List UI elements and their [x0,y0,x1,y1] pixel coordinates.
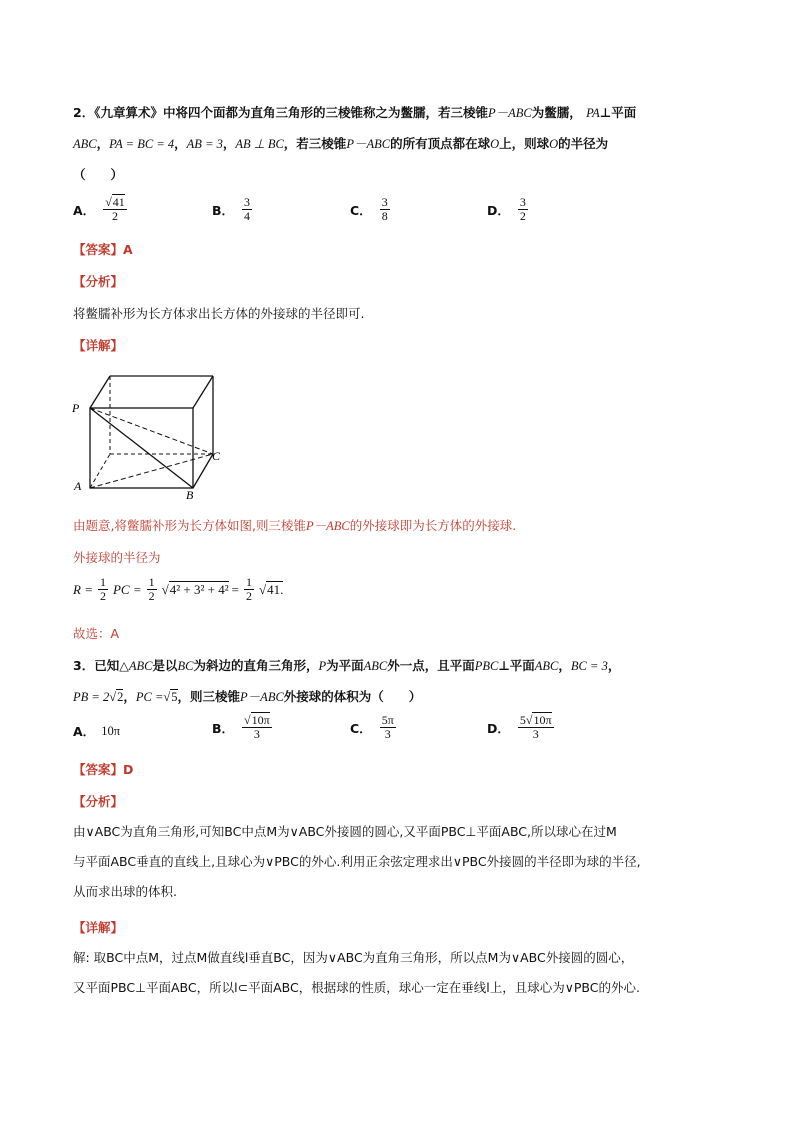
q2-option-a[interactable]: A． $\frac{√41}{2}$ [73,195,125,223]
q3-detail: 解: 取BC中点M，过点M做直线l垂直BC，因为∨ABC为直角三角形，所以点M为∨ABC外接圆的圆心， 又平面PBC⊥平面ABC，所以l⊂平面ABC，根据球的性质，球心一定在垂线l上，且球心为∨PBC的外心. [73,950,640,995]
q2-detail-tag: 【详解】 [73,338,124,353]
q2-detail-line2: 外接球的半径为 [73,550,161,565]
q2-option-c[interactable]: C． $\frac{3}{8}$ [350,195,388,223]
label-p: P [72,401,80,415]
q3-option-c[interactable]: C． $\frac{5\pi}{3}$ [350,713,394,741]
label-a: A [74,479,82,493]
edge [90,376,110,408]
q2-option-b[interactable]: B． $\frac{3}{4}$ [212,195,251,223]
q2-line2: ABC，PA = BC = 4，AB = 3，AB ⊥ BC，若三棱锥P－ABC的所有顶点都在球O上，则球O的半径为 [73,136,609,151]
q2-conclusion: 故选：A [73,626,120,641]
q2-number: 2． [73,105,95,120]
q2-answer: 【答案】A [73,242,133,257]
q2-analysis: 将鳖臑补形为长方体求出长方体的外接球的半径即可. [73,306,365,321]
q2-analysis-tag: 【分析】 [73,274,124,289]
q2-paren: （ ） [73,167,124,182]
q3-option-a[interactable]: A． 10π [73,723,120,739]
label-c: C [212,449,220,463]
q3-line2: PB = 2√2，PC =√5，则三棱锥P－ABC外接球的体积为（ ） [73,689,422,704]
q3-answer: 【答案】D [73,762,134,777]
edge-pc [90,408,213,454]
edge-pb [90,408,193,488]
q2-line1: 2．《九章算术》中将四个面都为直角三角形的三棱锥称之为鳖臑，若三棱锥P－ABC为鳖臑， PA⊥平面 [73,105,637,120]
edge [193,376,213,408]
q3-number: 3． [73,658,95,673]
q3-analysis: 由∨ABC为直角三角形,可知BC中点M为∨ABC外接圆的圆心,又平面PBC⊥平面ABC,所以球心在过M 与平面ABC垂直的直线上,且球心为∨PBC的外心.利用正余弦定理求出∨PBC外接圆的半径即为球的半径, 从而求出球的体积. [73,824,641,899]
edge-ac [90,454,213,488]
q2-detail-line1: 由题意,将鳖臑补形为长方体如图,则三棱锥P－ABC的外接球即为长方体的外接球. [73,518,517,533]
q2-option-d[interactable]: D． $\frac{3}{2}$ [487,195,526,223]
q3-option-d[interactable]: D． $\frac{5√10\pi}{3}$ [487,713,552,741]
edge [193,454,213,488]
q3-analysis-tag: 【分析】 [73,794,124,809]
q2-formula: R = $\frac{1}{2}$ PC = $\frac{1}{2}$ √4² + 3² + 4² = $\frac{1}{2}$ √41. [73,575,284,603]
q3-detail-tag: 【详解】 [73,920,124,935]
q3-option-b[interactable]: B． $\frac{√10\pi}{3}$ [212,713,270,741]
cuboid-figure [70,372,220,500]
label-b: B [186,488,194,500]
q3-line1: 3．已知△ABC是以BC为斜边的直角三角形，P为平面ABC外一点，且平面PBC⊥平面ABC，BC = 3， [73,658,621,673]
